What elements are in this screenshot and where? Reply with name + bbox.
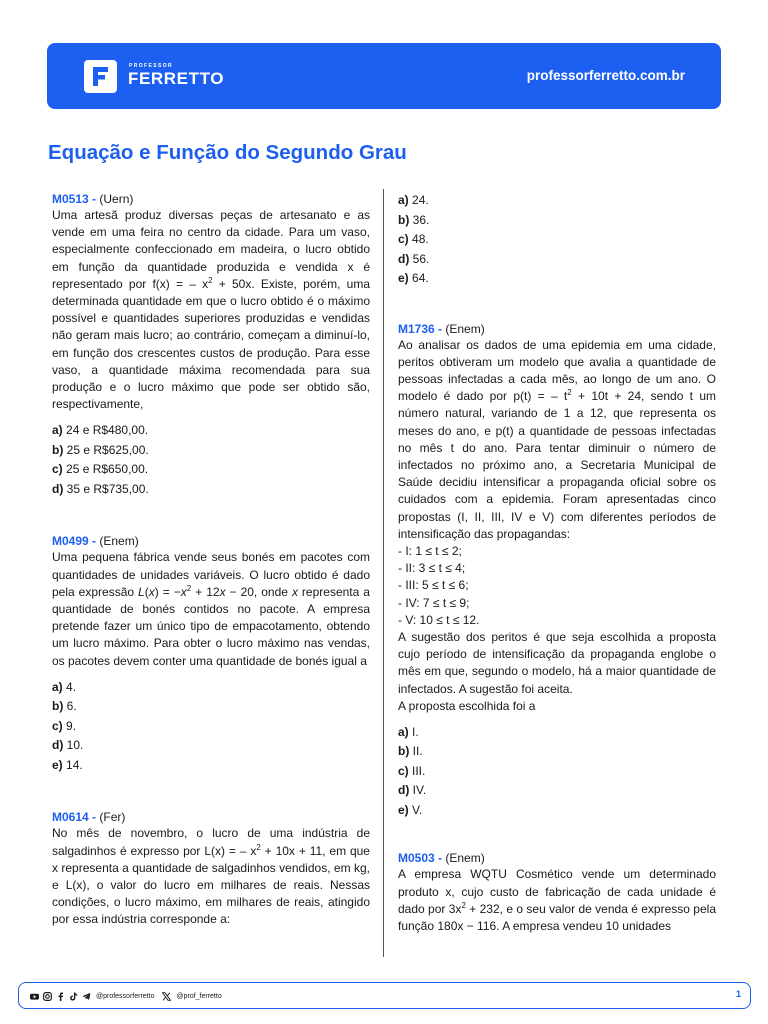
- website-link[interactable]: professorferretto.com.br: [526, 68, 685, 83]
- options-list: [52, 421, 370, 499]
- question-statement: Ao analisar os dados de uma epidemia em uma cidade, peritos obtiveram um modelo que avalia a quantidade de pessoas infectadas a cada mês, ao longo de um ano. O modelo é dado por p(t) = – $t^2 + 10t + 24$, sendo t um número natural, variando de 1 a 12, que representa os meses do ano, e p(t) a quantidade de pessoas infectadas no mês t do ano. Para tentar diminuir o número de infectados no próximo ano, a Secretaria Municipal de Saúde decidiu intensificar a propaganda oficial sobre os cuidados com a epidemia. Foram apresentadas cinco propostas (I, II, III, IV e V) com diferentes períodos de intensificação das propagandas:: [398, 337, 716, 541]
- option-b[interactable]: b) 25 e R$625,00.: [52, 442, 149, 457]
- period-item: - V: 10 ≤ t ≤ 12.: [398, 612, 480, 627]
- question-code: M1736 -: [398, 321, 443, 336]
- page-number: 1: [735, 989, 741, 999]
- question-statement: A empresa WQTU Cosmético vende um determinado produto x, cujo custo de fabricação de cada unidade é dado por $3x^2 + 232$, e o seu valor de venda é expresso pela função 180x − 116. A empresa vendeu 10 unidades: [398, 867, 716, 934]
- question-statement: Uma pequena fábrica vende seus bonés em pacotes com quantidades de unidades variáveis. O lucro obtido é dado pela expressão $L(x) = -x^2 + 12x - 20$, onde x representa a quantidade de bonés contidos no pacote. A empresa pretende fazer um único tipo de empacotamento, obtendo um lucro máximo. Para obter o lucro máximo nas vendas, os pacotes devem conter uma quantidade de bonés igual a: [52, 550, 370, 668]
- period-item: - III: 5 ≤ t ≤ 6;: [398, 578, 469, 593]
- question-code: M0499 -: [52, 534, 97, 549]
- options-list: [398, 723, 716, 821]
- option-d[interactable]: d) 56.: [398, 251, 430, 266]
- social-links: [30, 989, 226, 1003]
- option-a[interactable]: a) 4.: [52, 679, 77, 694]
- column-divider: [383, 189, 384, 957]
- question-code: M0503 -: [398, 851, 443, 866]
- question-header: [398, 850, 716, 866]
- exponent: 2: [186, 583, 192, 593]
- exponent: 2: [461, 900, 466, 910]
- social-handle[interactable]: @professorferretto: [96, 992, 155, 1000]
- option-c[interactable]: c) 9.: [52, 718, 77, 733]
- header-banner: [47, 43, 721, 109]
- question-statement-continued: A sugestão dos peritos é que seja escolhida a proposta cujo período de intensificação da propaganda englobe o mês em que, segundo o modelo, há a maior quantidade de infectados. A sugestão foi aceita.: [398, 629, 716, 696]
- x-icon[interactable]: [162, 992, 171, 1001]
- question-header: [52, 533, 370, 549]
- period-item: - II: 3 ≤ t ≤ 4;: [398, 561, 466, 576]
- option-a[interactable]: a) I.: [398, 724, 419, 739]
- footer-bar: [18, 982, 751, 1009]
- page-title: Equação e Função do Segundo Grau: [48, 141, 407, 164]
- option-c[interactable]: c) 48.: [398, 232, 429, 246]
- option-a[interactable]: a) 24 e R$480,00.: [52, 423, 149, 438]
- question-header: [398, 321, 716, 337]
- question-m0503: [398, 850, 716, 935]
- question-header: [52, 191, 370, 207]
- question-m0499: [52, 533, 370, 775]
- brand-subtitle: PROFESSOR: [129, 63, 173, 69]
- exponent: 2: [256, 842, 261, 852]
- option-c[interactable]: c) 25 e R$650,00.: [52, 462, 149, 477]
- question-code: M0614 -: [52, 810, 97, 825]
- question-m1736: [398, 321, 716, 821]
- tiktok-icon[interactable]: [69, 992, 78, 1001]
- option-c[interactable]: c) III.: [398, 763, 426, 778]
- right-column: [398, 191, 716, 963]
- question-header: [52, 809, 370, 825]
- question-m0614: [52, 809, 370, 928]
- question-m0513: [52, 191, 370, 499]
- option-a[interactable]: a) 24.: [398, 193, 429, 207]
- period-item: - I: 1 ≤ t ≤ 2;: [398, 543, 462, 558]
- question-m0614-options: [398, 191, 716, 289]
- question-source: (Uern): [99, 192, 134, 206]
- brand-name: FERRETTO: [128, 69, 225, 88]
- options-list: [398, 191, 716, 289]
- option-b[interactable]: b) II.: [398, 744, 423, 759]
- question-source: (Enem): [99, 534, 139, 549]
- left-column: [52, 191, 370, 957]
- facebook-icon[interactable]: [56, 992, 65, 1001]
- options-list: [52, 678, 370, 776]
- question-source: (Enem): [445, 321, 485, 336]
- question-source: (Fer): [99, 810, 126, 825]
- social-handle-x[interactable]: @prof_ferretto: [176, 992, 222, 1000]
- question-prompt: A proposta escolhida foi a: [398, 698, 536, 713]
- question-statement: No mês de novembro, o lucro de uma indústria de salgadinhos é expresso por L(x) = – $x^2 + 10x + 11$, em que x representa a quantidade de salgadinhos vendidos, em kg, e L(x), o valor do lucro em milhares de reais. Nessas condições, o lucro máximo, em milhares de reais, atingido por essa indústria corresponde a:: [52, 826, 370, 927]
- question-source: (Enem): [445, 851, 485, 866]
- logo-icon: [84, 60, 117, 93]
- exponent: 2: [208, 275, 213, 285]
- option-b[interactable]: b) 36.: [398, 212, 430, 227]
- option-d[interactable]: d) 35 e R$735,00.: [52, 481, 149, 496]
- option-d[interactable]: d) IV.: [398, 783, 427, 798]
- option-e[interactable]: e) V.: [398, 802, 423, 817]
- question-statement: [52, 207, 370, 413]
- youtube-icon[interactable]: [30, 992, 39, 1001]
- question-code: M0513 -: [52, 192, 97, 206]
- option-d[interactable]: d) 10.: [52, 738, 84, 753]
- period-item: - IV: 7 ≤ t ≤ 9;: [398, 595, 470, 610]
- instagram-icon[interactable]: [43, 992, 52, 1001]
- statement-part: + 50x. Existe, porém, uma determinada quantidade em que o lucro obtido é o máximo possível e quantidades superiores produzidas e vendidas não geram mais lucro; ao contrário, começam a diminuí-lo, em função dos crescentes custos de produção. Para esse vaso, a quantidade máxima recomendada para sua produção e o lucro máximo que pode ser obtido são, respectivamente,: [52, 276, 370, 412]
- statement-part: Uma artesã produz diversas peças de artesanato e as vende em uma feira no centro da cidade. Para um vaso, especialmente confeccionado em madeira, o lucro obtido em função da quantidade produzida e vendida x é representado por f(x) = – x: [52, 208, 370, 291]
- option-e[interactable]: e) 14.: [52, 757, 83, 772]
- telegram-icon[interactable]: [82, 992, 91, 1001]
- option-e[interactable]: e) 64.: [398, 271, 429, 285]
- exponent: 2: [567, 388, 572, 398]
- option-b[interactable]: b) 6.: [52, 699, 77, 714]
